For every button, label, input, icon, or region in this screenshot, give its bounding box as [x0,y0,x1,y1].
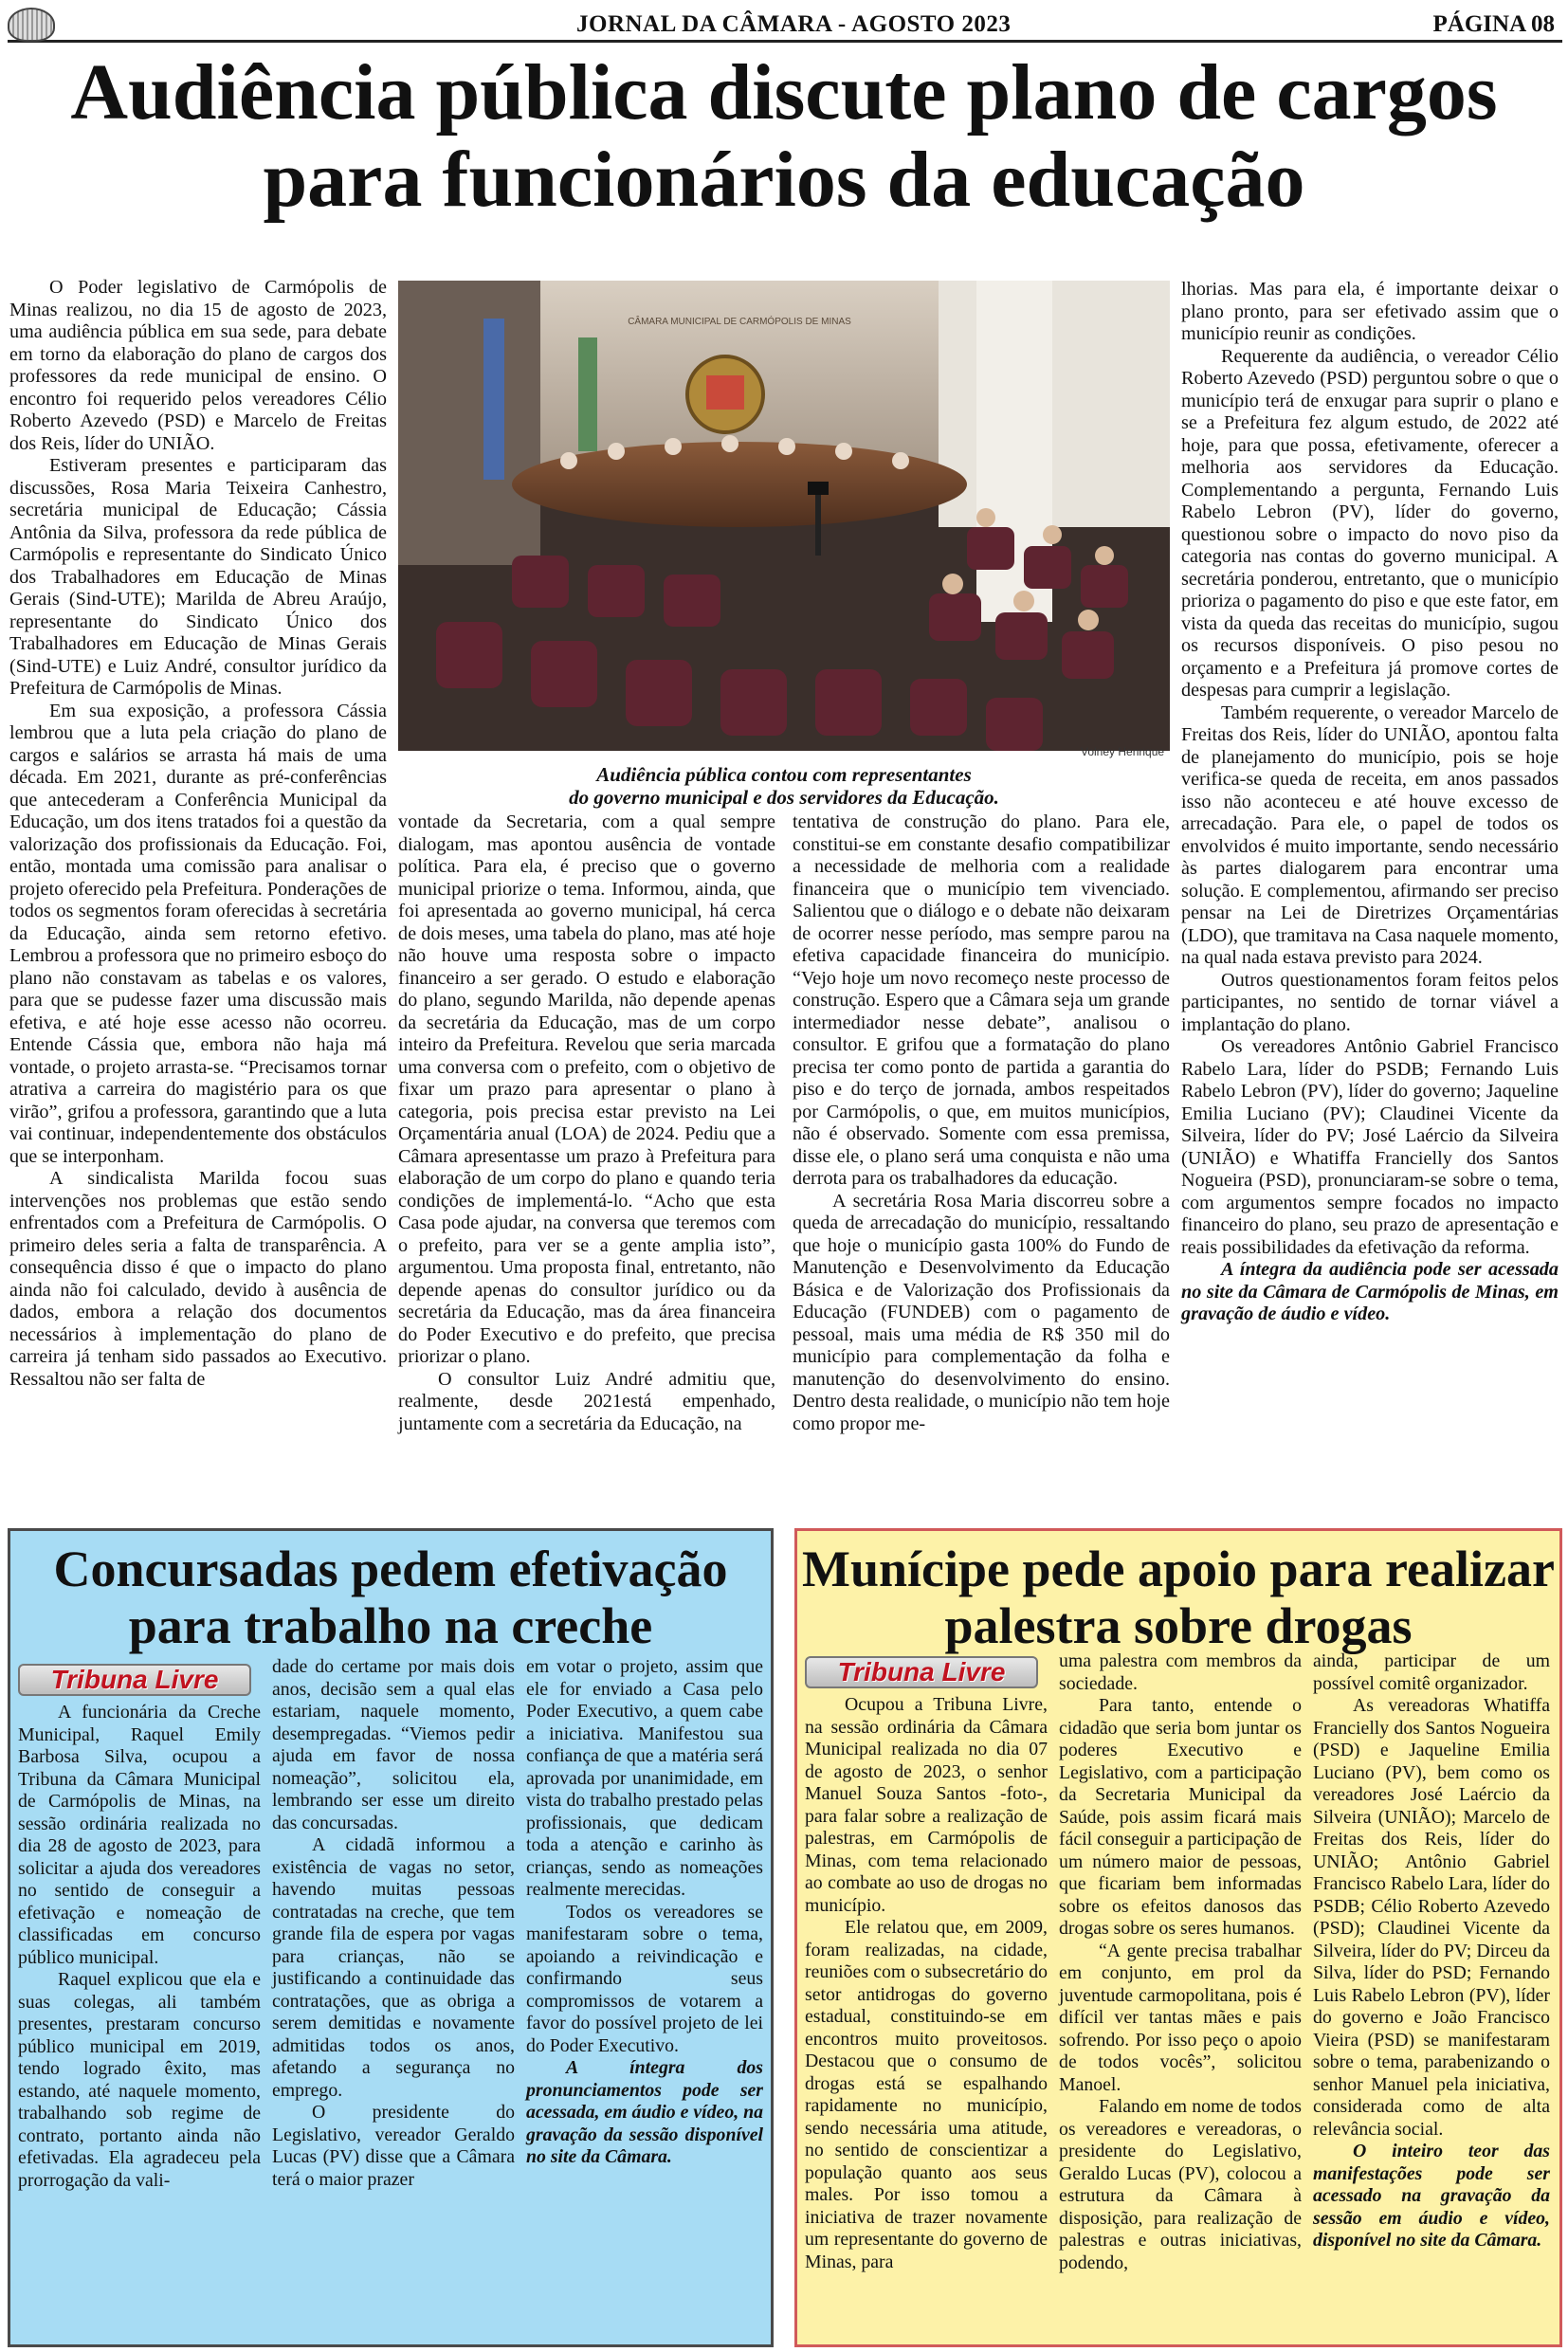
article-column-1 [9,277,387,1391]
paragraph: A secretária Rosa Maria discorreu sobre a queda de arrecadação do município, ressaltando que hoje o município gasta 100% do Fundo de Manutenção e Desenvolvimento da Educação Básica e de Valorização dos Profissionais da Educação (FUNDEB) com o pagamento de pessoal, mais uma média de R$ 350 mil do município para complementação da folha e manutenção do desenvolvimento do ensino. Dentro desta realidade, o município não tem hoje como propor me- [793,1190,1171,1434]
paragraph: A cidadã informou a existência de vagas no setor, havendo muitas pessoas contratadas na creche, que tem grande fila de espera por vagas para crianças, não se justificando a continuidade das contratações, que as obriga a serem demitidas e novamente admitidas todos os anos, afetando a segurança no emprego. [272,1834,515,2101]
main-headline: Audiência pública discute plano de cargos para funcionários da educação [70,48,1498,224]
wall-inscription: CÂMARA MUNICIPAL DE CARMÓPOLIS DE MINAS [628,317,851,327]
paragraph: ainda, participar de um possível comitê organizador. [1313,1650,1550,1694]
paragraph: tentativa de construção do plano. Para ele, constitui-se em constante desafio compatibilizar a necessidade de melhoria com a realidade financeira que o município tem vivenciado. Salientou que o diálogo e o debate não deixaram de ocorrer nesse período, mas sempre parou na efetiva capacidade financeira do município. “Vejo hoje um novo recomeço neste processo de construção. Espero que a Câmara seja um grande intermediador nesse debate”, analisou o consultor. E grifou que a formatação do plano precisa ter como ponto de partida a garantia do piso e do terço de jornada, ambos respeitados por Carmópolis, o que, em muitos municípios, não é observado. Somente com essa premissa, disse ele, o plano será uma conquista e não uma derrota para os trabalhadores da educação. [793,811,1170,1189]
article-column-3 [793,811,1170,1435]
box-headline: Concursadas pedem efetivação para trabalho na creche [53,1541,728,1654]
paragraph: Todos os vereadores se manifestaram sobre o tema, apoiando a reivindicação e confirmando seus compromissos de votarem a favor do possível projeto de lei do Poder Executivo. [526,1901,763,2056]
paragraph: lhorias. Mas para ela, é importante deixar o plano pronto, para ser efetivado assim que o município reunir as condições. [1181,279,1559,344]
box-column-1 [805,1694,1048,2273]
paragraph: Para tanto, entende o cidadão que seria bom juntar os poderes Executivo e Legislativo, com a participação da Secretaria Municipal da Saúde, pois assim ficará mais fácil conseguir a participação de um número maior de pessoas, que ficariam bem informadas sobre os efeitos danosos das drogas sobre os seres humanos. [1059,1695,1302,1939]
box-column-2 [1059,1650,1302,2274]
paragraph: Outros questionamentos foram feitos pelos participantes, no sentido de tornar viável a implantação do plano. [1181,969,1559,1035]
tribuna-livre-badge: Tribuna Livre [805,1656,1038,1688]
paragraph: em votar o projeto, assim que ele for enviado a Casa pelo Poder Executivo, a quem cabe a iniciativa. Manifestou sua confiança de que a matéria será aprovada por unanimidade, em vista do trabalho prestado pelas profissionais, que dedicam toda a atenção e carinho às crianças, sendo as nomeações realmente merecidas. [526,1656,763,1900]
paragraph: Estiveram presentes e participaram das discussões, Rosa Maria Teixeira Canhestro, secretária municipal de Educação; Cássia Antônia da Silva, professora da rede pública de Carmópolis e representante do Sindicato Único dos Trabalhadores em Educação de Minas Gerais (Sind-UTE); Marilda de Abreu Araújo, representante do Sindicato Único dos Trabalhadores em Educação de Minas Gerais (Sind-UTE) e Luiz André, consultor jurídico da Prefeitura de Carmópolis de Minas. [9,455,387,699]
page-number: PÁGINA 08 [1432,11,1555,37]
box-column-1 [18,1702,261,2192]
paragraph: O consultor Luiz André admitiu que, realmente, desde 2021está empenhado, juntamente com a secretária da Educação, na [398,1368,775,1434]
paragraph: Ele relatou que, em 2009, foram realizadas, na cidade, reuniões com o subsecretário do setor antidrogas do governo estadual, constituindo-se em encontros muito proveitosos. Destacou que o consumo de drogas está se espalhando rapidamente no município, sendo necessária uma atitude, no sentido de conscientizar a população quanto aos seus males. Por isso tomou a iniciativa de trazer novamente um representante do governo de Minas, para [805,1917,1048,2272]
newspaper-title: JORNAL DA CÂMARA - AGOSTO 2023 [576,11,1012,37]
tribuna-livre-badge: Tribuna Livre [18,1664,251,1696]
paragraph: Os vereadores Antônio Gabriel Francisco Rabelo Lara, líder do PSDB; Fernando Luis Rabelo Lebron (PV), líder do governo; Jaqueline Emilia Luciano (PV); Claudinei Vicente da Silveira, líder do PV; José Laércio da Silveira (UNIÃO) e Whatiffa Francielly dos Santos Nogueira (PSD), pronunciaram-se sobre o tema, com argumentos sempre focados no impacto financeiro do plano, seu prazo de apresentação e reais possibilidades da efetivação da reforma. [1181,1036,1559,1258]
paragraph: Raquel explicou que ela e suas colegas, ali também presentes, prestaram concurso público municipal em 2019, tendo logrado êxito, mas estando, até naquele momento, trabalhando sob regime de contrato, portanto ainda não efetivadas. Ela agradeceu pela prorrogação da vali- [18,1969,261,2191]
paragraph: O presidente do Legislativo, vereador Geraldo Lucas (PV) disse que a Câmara terá o maior prazer [272,2102,515,2190]
paragraph: O inteiro teor das manifestações pode ser acessado na gravação da sessão em áudio e vídeo, disponível no site da Câmara. [1313,2141,1550,2251]
paragraph: As vereadoras Whatiffa Francielly dos Santos Nogueira (PSD) e Jaqueline Emilia Luciano (PV), bem como os vereadores José Laércio da Silveira (UNIÃO); Marcelo de Freitas dos Reis, líder do UNIÃO; Antônio Gabriel Francisco Rabelo Lara, líder do PSDB; Célio Roberto Azevedo (PSD); Claudinei Vicente da Silveira, líder do PV; Dirceu da Silva, líder do PSD; Fernando Luis Rabelo Lebron (PV), líder do governo e João Francisco Vieira (PSD) se manifestaram sobre o tema, parabenizando o senhor Manuel pela iniciativa, considerada como de alta relevância social. [1313,1695,1550,2140]
box-column-3 [1313,1650,1550,2252]
paragraph: “A gente precisa trabalhar em conjunto, em prol da juventude carmopolitana, pois é difícil ver tantas mães e pais sofrendo. Por isso peço o apoio de todos vocês”, solicitou Manoel. [1059,1940,1302,2095]
photo-credit: Volney Henrique [1081,745,1165,758]
box-column-3 [526,1656,763,2169]
paragraph: Ocupou a Tribuna Livre, na sessão ordinária da Câmara Municipal realizada no dia 07 de agosto de 2023, o senhor Manuel Souza Santos -foto-, para falar sobre a realização de palestras, em Carmópolis de Minas, com tema relacionado ao combate ao uso de drogas no município. [805,1694,1048,1916]
paragraph: O Poder legislativo de Carmópolis de Minas realizou, no dia 15 de agosto de 2023, uma audiência pública em sua sede, para debate em torno da elaboração do plano de cargos dos professores da rede municipal de ensino. O encontro foi requerido pelos vereadores Célio Roberto Azevedo (PSD) e Marcelo de Freitas dos Reis, líder do UNIÃO. [9,277,387,454]
photo-caption [398,763,1170,809]
article-box-creche [8,1528,774,2347]
audience-photo [398,281,1170,751]
paragraph: Em sua exposição, a professora Cássia lembrou que a luta pela criação do plano de cargos e salários se arrasta há mais de uma década. Em 2021, durante as pré-conferências que antecederam a Conferência Municipal da Educação, um dos itens tratados foi a questão da valorização dos profissionais da Educação. Foi, então, montada uma comissão para analisar o projeto oferecido pela Prefeitura. Ponderações de todos os segmentos foram oferecidas à secretária da Educação, ainda sem retorno efetivo. Lembrou a professora que no primeiro esboço do plano não constavam as tabelas e os valores, para que se pudesse fazer uma discussão mais efetiva, e até hoje esse acesso não ocorreu. Entende Cássia que, embora não haja má vontade, o projeto arrasta-se. “Precisamos tornar atrativa a carreira do magistério para os que virão”, grifou a professora, garantindo que a luta vai continuar, independentemente dos obstáculos que se interponham. [9,700,387,1167]
article-box-drogas [794,1528,1562,2347]
municipal-seal-icon [8,8,55,42]
paragraph: A funcionária da Creche Municipal, Raquel Emily Barbosa Silva, ocupou a Tribuna da Câmara Municipal de Carmópolis de Minas, na sessão ordinária realizada no dia 28 de agosto de 2023, para solicitar a ajuda dos vereadores no sentido de conseguir a efetivação e nomeação de classificadas em concurso público municipal. [18,1702,261,1968]
caption-line: do governo municipal e dos servidores da Educação. [569,786,999,809]
paragraph: A sindicalista Marilda focou suas intervenções nos problemas que estão sendo enfrentados com a Prefeitura de Carmópolis. O primeiro deles seria a falta de transparência. A consequência disso é que o impacto do plano ainda não foi calculado, devido à ausência de dados, embora a relação dos documentos necessários à implementação do plano de carreira já tenham sido passados ao Executivo. Ressaltou não ser falta de [9,1168,387,1390]
paragraph: Falando em nome de todos os vereadores e vereadoras, o presidente do Legislativo, Geraldo Lucas (PV), colocou a estrutura da Câmara à disposição, para realização de palestras e outras iniciativas, podendo, [1059,2096,1302,2273]
council-chamber-illustration [398,281,1170,751]
article-column-4 [1181,279,1559,1326]
masthead [8,6,1562,43]
box-column-2 [272,1656,515,2191]
paragraph: uma palestra com membros da sociedade. [1059,1650,1302,1694]
paragraph: A íntegra dos pronunciamentos pode ser acessada, em áudio e vídeo, na gravação da sessão disponível no site da Câmara. [526,2057,763,2167]
paragraph: dade do certame por mais dois anos, decisão sem a qual elas estariam, naquele momento, desempregadas. “Viemos pedir ajuda em favor de nossa nomeação”, solicitou ela, lembrando ser esse um direito das concursadas. [272,1656,515,1833]
paragraph: A íntegra da audiência pode ser acessada no site da Câmara de Carmópolis de Minas, em gravação de áudio e vídeo. [1181,1259,1559,1324]
paragraph: Requerente da audiência, o vereador Célio Roberto Azevedo (PSD) perguntou sobre o que o município terá de enxugar para suprir o plano e se a Prefeitura fez algum estudo, de 2022 até hoje, para que possa, efetivamente, oferecer a melhoria aos servidores da Educação. Complementando a pergunta, Fernando Luis Rabelo Lebron (PV), líder do governo, questionou sobre o impacto do novo piso da categoria nas contas do governo municipal. A secretária ponderou, entretanto, que o município prioriza o pagamento do piso e que este fator, em vista da queda das receitas do município, sugou os recursos disponíveis. O piso pesou no orçamento e a Prefeitura já promove cortes de despesas para cumprir a legislação. [1181,345,1559,701]
caption-line: Audiência pública contou com representantes [596,763,972,786]
article-column-2 [398,811,775,1435]
paragraph: Também requerente, o vereador Marcelo de Freitas dos Reis, líder do UNIÃO, apontou falta de planejamento do município, pois se hoje verifica-se queda de receita, em anos passados isso não aconteceu e até houve excesso de arrecadação. Para ele, o papel de todos os envolvidos é muito importante, sendo necessário às partes dialogarem para encontrar uma solução. E complementou, afirmando ser preciso pensar na Lei de Diretrizes Orçamentárias (LDO), que tramitava na Casa naquele momento, na qual nada estava previsto para 2024. [1181,702,1559,968]
paragraph: vontade da Secretaria, com a qual sempre dialogam, mas apontou ausência de vontade política. Para ela, é preciso que o governo municipal priorize o tema. Informou, ainda, que foi apresentada ao governo municipal, há cerca de dois meses, uma tabela do plano, mas até hoje não houve uma resposta sobre o impacto financeiro a ser gerado. O estudo e elaboração do plano, segundo Marilda, não depende apenas da secretária da Educação, mas de um corpo inteiro da Prefeitura. Revelou que seria marcada uma conversa com o prefeito, com o objetivo de fixar um prazo para apresentar o plano à categoria, pois precisa estar previsto na Lei Orçamentária anual (LOA) de 2024. Pediu que a Câmara apresentasse um prazo à Prefeitura para elaboração de um corpo do plano e quando teria condições de implementá-lo. “Acho que esta Casa pode ajudar, na conversa que teremos com o prefeito, para ver se a gente amplia isto”, argumentou. Uma proposta final, entretanto, não depende apenas do consultor jurídico ou da secretária da Educação, mas da área financeira do Poder Executivo e do prefeito, que precisa priorizar o plano. [398,811,775,1367]
box-headline: Munícipe pede apoio para realizar palestra sobre drogas [802,1541,1555,1654]
